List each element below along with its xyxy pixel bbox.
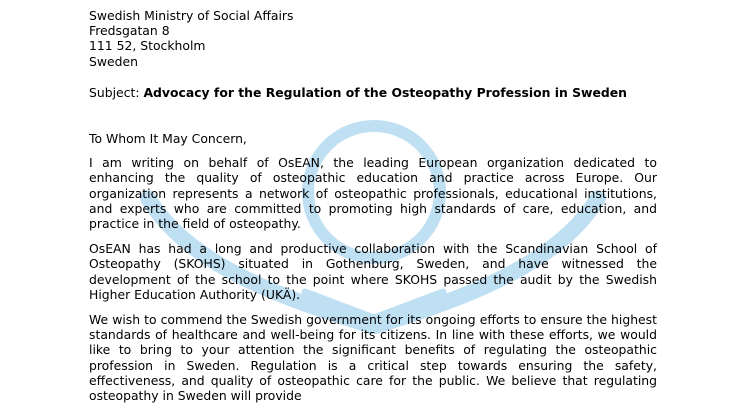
address-line-city: 111 52, Stockholm — [89, 38, 206, 54]
letter-body — [89, 8, 657, 403]
recipient-address — [89, 8, 657, 69]
address-line-organization: Swedish Ministry of Social Affairs — [89, 8, 294, 23]
address-line-country: Sweden — [89, 53, 138, 69]
subject-label: Subject: — [89, 84, 144, 100]
salutation: To Whom It May Concern, — [89, 131, 247, 147]
body-paragraph-3: We wish to commend the Swedish government for its ongoing efforts to ensure the highest standards of healthcare and well-being for its citizens. In line with these efforts, we would like to bring to your attention the significant benefits of regulating the osteopathic profession in Sweden. Regulation is a critical step towards ensuring the safety, effectiveness, and quality of osteopathic care for the public. We believe that regulating osteopathy in Sweden will provide — [89, 312, 657, 404]
body-paragraph-2: OsEAN has had a long and productive collaboration with the Scandinavian School of Osteopathy (SKOHS) situated in Gothenburg, Sweden, and have witnessed the development of the school to the point where SKOHS passed the audit by the Swedish Higher Education Authority (UKÄ). — [89, 241, 657, 302]
subject-title: Advocacy for the Regulation of the Osteopathy Profession in Sweden — [143, 84, 627, 100]
address-line-street: Fredsgatan 8 — [89, 23, 170, 39]
subject-line — [89, 85, 657, 100]
body-paragraph-1: I am writing on behalf of OsEAN, the leading European organization dedicated to enhancing the quality of osteopathic education and practice across Europe. Our organization represents a network of osteopathic professionals, educational institutions, and experts who are committed to promoting high standards of care, education, and practice in the field of osteopathy. — [89, 155, 657, 232]
